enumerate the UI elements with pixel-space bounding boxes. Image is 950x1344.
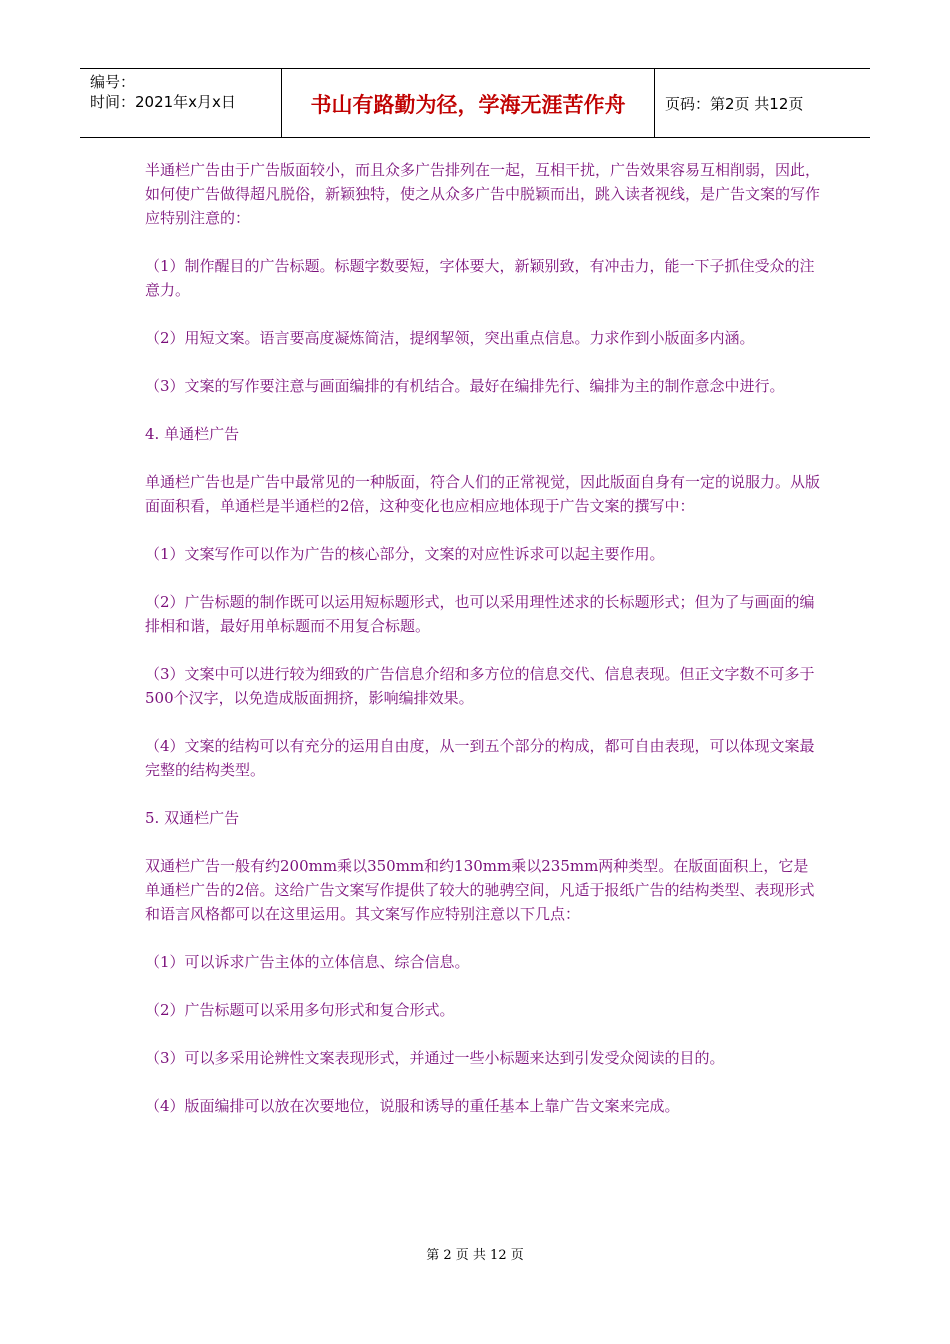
list-item: （3）可以多采用论辨性文案表现形式，并通过一些小标题来达到引发受众阅读的目的。 <box>145 1049 725 1067</box>
page-footer: 第 2 页 共 12 页 <box>426 1248 524 1263</box>
list-item: （4）文案的结构可以有充分的运用自由度，从一到五个部分的构成，都可自由表现，可以体现文案最完整的结构类型。 <box>145 737 815 779</box>
document-number-label: 编号： <box>90 73 136 91</box>
document-body <box>145 158 820 1142</box>
list-item: （1）文案写作可以作为广告的核心部分，文案的对应性诉求可以起主要作用。 <box>145 545 665 563</box>
list-item: （2）广告标题的制作既可以运用短标题形式，也可以采用理性述求的长标题形式；但为了与画面的编排相和谐，最好用单标题而不用复合标题。 <box>145 593 815 635</box>
list-item: （1）可以诉求广告主体的立体信息、综合信息。 <box>145 953 470 971</box>
list-item: （4）版面编排可以放在次要地位，说服和诱导的重任基本上靠广告文案来完成。 <box>145 1097 680 1115</box>
header-page-label: 页码：第2页 共12页 <box>665 94 804 113</box>
list-item: （3）文案中可以进行较为细致的广告信息介绍和多方位的信息交代、信息表现。但正文字数不可多于500个汉字，以免造成版面拥挤，影响编排效果。 <box>145 665 815 707</box>
list-item: （3）文案的写作要注意与画面编排的有机结合。最好在编排先行、编排为主的制作意念中进行。 <box>145 377 785 395</box>
header-info-cell <box>80 69 282 137</box>
list-item: （2）用短文案。语言要高度凝炼简洁，提纲挈领，突出重点信息。力求作到小版面多内涵。 <box>145 329 755 347</box>
paragraph: 单通栏广告也是广告中最常见的一种版面，符合人们的正常视觉，因此版面自身有一定的说服力。从版面面积看，单通栏是半通栏的2倍，这种变化也应相应地体现于广告文案的撰写中： <box>145 473 821 515</box>
page-header <box>80 68 870 138</box>
section-heading: 4. 单通栏广告 <box>145 425 240 443</box>
header-motto: 书山有路勤为径，学海无涯苦作舟 <box>282 69 655 137</box>
paragraph: 双通栏广告一般有约200mm乘以350mm和约130mm乘以235mm两种类型。在版面面积上，它是单通栏广告的2倍。这给广告文案写作提供了较大的驰骋空间，凡适于报纸广告的结构类型、表现形式和语言风格都可以在这里运用。其文案写作应特别注意以下几点： <box>145 857 815 923</box>
list-item: （2）广告标题可以采用多句形式和复合形式。 <box>145 1001 455 1019</box>
paragraph: 半通栏广告由于广告版面较小，而且众多广告排列在一起，互相干扰，广告效果容易互相削弱，因此，如何使广告做得超凡脱俗，新颖独特，使之从众多广告中脱颖而出，跳入读者视线，是广告文案的写作应特别注意的： <box>145 161 821 227</box>
document-time-label: 时间：2021年x月x日 <box>90 93 236 111</box>
section-heading: 5. 双通栏广告 <box>145 809 240 827</box>
list-item: （1）制作醒目的广告标题。标题字数要短，字体要大，新颖别致，有冲击力，能一下子抓住受众的注意力。 <box>145 257 815 299</box>
